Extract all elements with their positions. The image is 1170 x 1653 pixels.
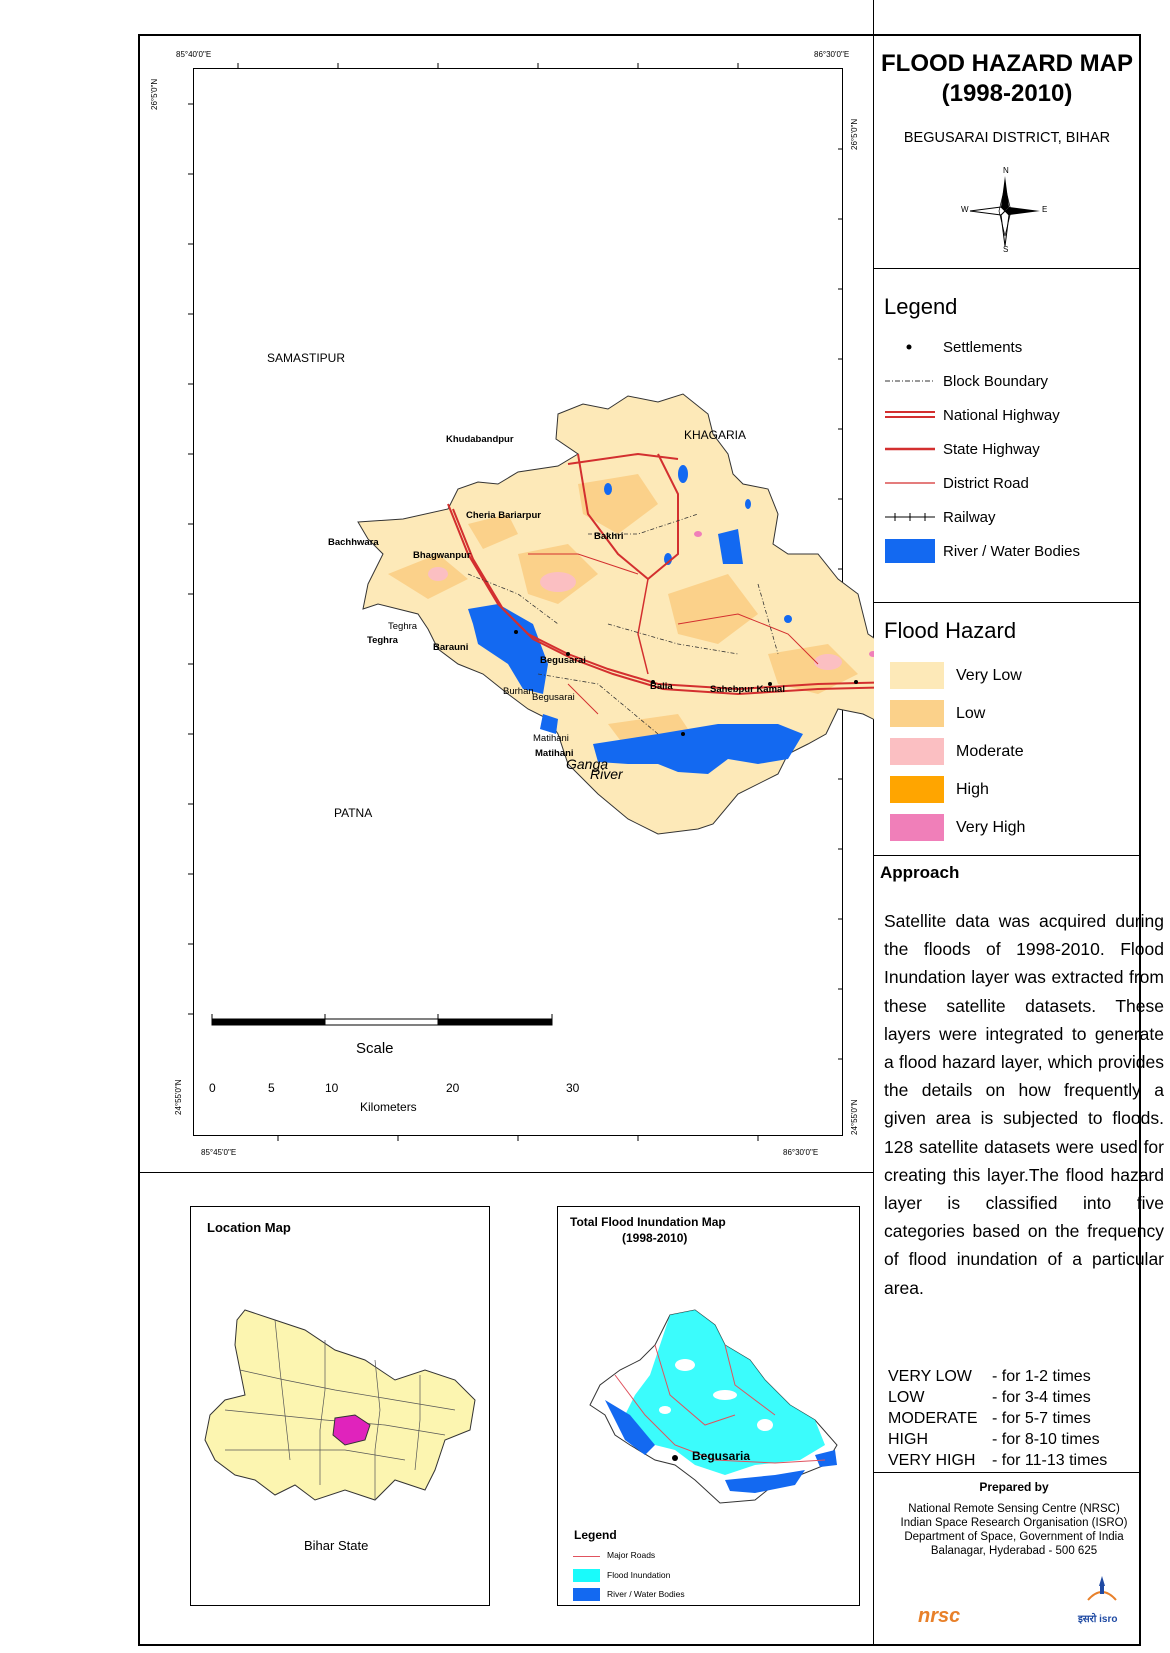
sidebar-divider-2	[873, 602, 1141, 603]
legend-item: National Highway	[943, 407, 1060, 424]
coord-top-left: 85°40'0"E	[176, 50, 212, 59]
scale-unit: Kilometers	[360, 1100, 417, 1114]
sidebar-divider-1	[873, 268, 1141, 269]
approach-text: Satellite data was acquired during the floods of 1998-2010. Flood Inundation layer was extracted from these satellite datasets. These layers were integrated to generate a flood hazard layer, which provides the details on how frequently a given area is subjected to floods. 128 satellite datasets were used for creating this layer.The flood hazard layer is classified into five categories based on the frequency of flood inundation of a particular area.	[884, 911, 1164, 1298]
town-label: Matihani	[533, 733, 569, 744]
town-label: Burhan	[503, 686, 534, 697]
coord-bottom-right: 86°30'0"E	[783, 1148, 819, 1157]
town-label: Bakhri	[594, 531, 624, 542]
double-red-line-icon	[885, 412, 935, 417]
hazard-label: High	[956, 781, 989, 798]
town-label: Cheria Bariarpur	[466, 510, 541, 521]
river-label: Ganga	[566, 756, 609, 772]
town-label: Barauni	[433, 642, 469, 653]
blue-swatch-icon	[885, 539, 935, 563]
isro-logo: इसरो isro	[1078, 1614, 1118, 1625]
map-period: (1998-2010)	[941, 80, 1073, 107]
coord-bottom-left: 85°45'0"E	[201, 1148, 237, 1157]
legend-item: River / Water Bodies	[943, 543, 1080, 560]
compass-rose-icon	[960, 166, 1050, 256]
class-name: LOW	[888, 1389, 925, 1406]
town-label: Sahebpur Kamal	[710, 684, 785, 695]
legend-item: Railway	[943, 509, 996, 526]
inundation-legend-item: Major Roads	[607, 1550, 656, 1560]
class-desc: - for 11-13 times	[992, 1452, 1108, 1469]
coord-lat-top-left: 26°5'0"N	[150, 78, 159, 110]
legend-item: Block Boundary	[943, 373, 1049, 390]
legend-heading: Legend	[884, 294, 958, 319]
flood-hazard-heading: Flood Hazard	[884, 618, 1017, 643]
settlement-dot-icon	[907, 345, 912, 350]
sidebar-divider-4	[873, 1472, 1141, 1473]
coord-lat-bottom-left: 24°55'0"N	[174, 1079, 183, 1115]
inundation-legend-item: Flood Inundation	[607, 1570, 671, 1580]
scale-bar	[212, 1014, 552, 1025]
town-label: Khudabandpur	[446, 434, 514, 445]
main-map-canvas	[138, 34, 874, 1172]
inundation-legend-heading: Legend	[574, 1528, 617, 1542]
class-desc: - for 3-4 times	[992, 1389, 1091, 1406]
legend-item: District Road	[943, 475, 1029, 492]
district-name: BEGUSARAI DISTRICT, BIHAR	[903, 130, 1111, 146]
prepared-line: Balanagar, Hyderabad - 500 625	[930, 1545, 1098, 1557]
water-bodies-swatch	[573, 1588, 600, 1601]
hazard-swatch-very-high	[890, 814, 944, 841]
hazard-swatch-moderate	[890, 738, 944, 765]
main-divider	[138, 1172, 874, 1173]
neighbor-khagaria: KHAGARIA	[684, 428, 747, 442]
inundation-map-period: (1998-2010)	[622, 1231, 688, 1245]
town-label: Bachhwara	[328, 537, 379, 548]
prepared-line: Indian Space Research Organisation (ISRO)	[900, 1517, 1128, 1529]
prepared-line: National Remote Sensing Centre (NRSC)	[908, 1503, 1120, 1515]
bihar-state-map	[195, 1300, 485, 1520]
class-name: HIGH	[888, 1431, 928, 1448]
hazard-swatch-low	[890, 700, 944, 727]
scale-tick-30: 30	[566, 1081, 580, 1095]
town-label: Begusarai	[540, 655, 586, 666]
sidebar-divider-3	[873, 855, 1141, 856]
location-map-caption: Bihar State	[304, 1538, 369, 1553]
inundation-map-title: Total Flood Inundation Map	[570, 1215, 726, 1229]
inundation-town-label: Begusaria	[692, 1449, 751, 1463]
approach-heading: Approach	[880, 863, 960, 882]
legend-symbols	[880, 335, 940, 575]
class-desc: - for 8-10 times	[992, 1431, 1100, 1448]
river-label: River	[590, 766, 623, 782]
class-desc: - for 1-2 times	[992, 1368, 1091, 1385]
neighbor-samastipur: SAMASTIPUR	[267, 351, 346, 365]
town-label: Balia	[650, 681, 673, 692]
town-label: Bhagwanpur	[413, 550, 471, 561]
scale-tick-10: 10	[325, 1081, 339, 1095]
coord-lat-top-right: 26°5'0"N	[850, 118, 859, 150]
compass-e: E	[1042, 205, 1048, 214]
inundation-map	[575, 1305, 850, 1505]
scale-tick-20: 20	[446, 1081, 460, 1095]
scale-tick-0: 0	[209, 1081, 216, 1095]
map-title: FLOOD HAZARD MAP	[881, 50, 1133, 77]
hazard-label: Low	[956, 705, 986, 722]
class-desc: - for 5-7 times	[992, 1410, 1091, 1427]
scale-tick-5: 5	[268, 1081, 275, 1095]
hazard-label: Very Low	[956, 667, 1022, 684]
isro-rocket-icon	[1082, 1574, 1122, 1606]
town-label: Teghra	[367, 635, 398, 646]
location-map-title: Location Map	[207, 1220, 291, 1235]
class-name: VERY HIGH	[888, 1452, 976, 1469]
nrsc-logo: nrsc	[918, 1605, 961, 1627]
hazard-label: Moderate	[956, 743, 1024, 760]
hazard-label: Very High	[956, 819, 1026, 836]
compass-s: S	[1003, 245, 1009, 254]
town-label: Matihani	[535, 748, 574, 759]
town-label: Begusarai	[532, 692, 575, 703]
neighbor-patna: PATNA	[334, 806, 373, 820]
legend-item: State Highway	[943, 441, 1040, 458]
class-name: MODERATE	[888, 1410, 978, 1427]
coord-top-right: 86°30'0"E	[814, 50, 850, 59]
prepared-line: Department of Space, Government of India	[904, 1531, 1124, 1543]
compass-n: N	[1003, 166, 1009, 175]
compass-w: W	[961, 205, 969, 214]
class-name: VERY LOW	[888, 1368, 972, 1385]
prepared-heading: Prepared by	[979, 1480, 1049, 1494]
scale-title: Scale	[356, 1040, 394, 1057]
flood-inundation-swatch	[573, 1569, 600, 1582]
coord-lat-bottom-right: 24°55'0"N	[850, 1099, 859, 1135]
hazard-swatch-high	[890, 776, 944, 803]
town-label: Teghra	[388, 621, 418, 632]
legend-item: Settlements	[943, 339, 1023, 356]
railway-line-icon	[885, 513, 935, 521]
major-roads-swatch	[573, 1556, 600, 1557]
hazard-swatch-very-low	[890, 662, 944, 689]
inundation-legend-item: River / Water Bodies	[607, 1589, 685, 1599]
